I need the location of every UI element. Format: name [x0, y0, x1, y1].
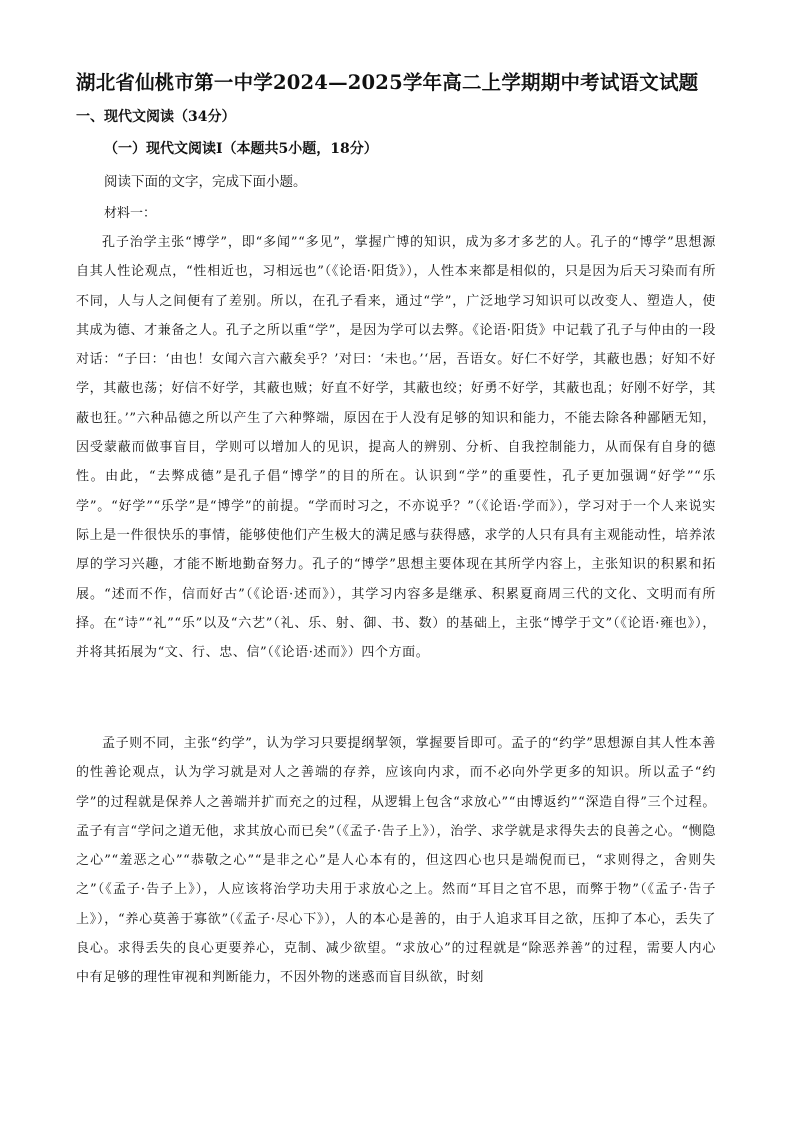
sub-section-heading: （一）现代文阅读Ⅰ（本题共5小题，18分）: [104, 141, 378, 157]
reading-instruction: 阅读下面的文字，完成下面小题。: [104, 174, 307, 190]
paragraph-mencius: 孟子则不同，主张“约学”，认为学习只要提纲挈领，掌握要旨即可。孟子的“约学”思想源自其人性本善的性善论观点，认为学习就是对人之善端的存养，应该向内求，而不必向外学更多的知识。所以孟子“约学”的过程就是保养人之善端并扩而充之的过程，从逻辑上包含“求放心”“由博返约”“深造自得”三个过程。孟子有言“学问之道无他，求其放心而已矣”（《孟子·告子上》），治学、求学就是求得失去的良善之心。“恻隐之心”“羞恶之心”“恭敬之心”“是非之心”是人心本有的，但这四心也只是端倪而已，“求则得之，舍则失之”（《孟子·告子上》），人应该将治学功夫用于求放心之上。然而“耳目之官不思，而弊于物”（《孟子·告子上》），“养心莫善于寡欲”（《孟子·尽心下》），人的本心是善的，由于人追求耳目之欲，压抑了本心，丢失了良心。求得丢失的良心更要养心，克制、减少欲望。“求放心”的过程就是“除恶养善”的过程，需要人内心中有足够的理性审视和判断能力，不因外物的迷惑而盲目纵欲，时刻: [76, 736, 716, 986]
page-title: 湖北省仙桃市第一中学2024—2025学年高二上学期期中考试语文试题: [76, 71, 699, 94]
material-label: 材料一：: [104, 206, 157, 221]
paragraph-confucius: 孔子治学主张“博学”，即“多闻”“多见”，掌握广博的知识，成为多才多艺的人。孔子的“博学”思想源自其人性论观点，“性相近也，习相远也”（《论语·阳货》），人性本来都是相似的，只是因为后天习染而有所不同，人与人之间便有了差别。所以，在孔子看来，通过“学”，广泛地学习知识可以改变人、塑造人，使其成为德、才兼备之人。孔子之所以重“学”，是因为学可以去弊。《论语·阳货》中记载了孔子与仲由的一段对话：“子曰：‘由也！女闻六言六蔽矣乎？’对曰：‘未也。’‘居，吾语女。好仁不好学，其蔽也愚；好知不好学，其蔽也荡；好信不好学，其蔽也贼；好直不好学，其蔽也绞；好勇不好学，其蔽也乱；好刚不好学，其蔽也狂。’”六种品德之所以产生了六种弊端，原因在于人没有足够的知识和能力，不能去除各种鄙陋无知，因受蒙蔽而做事盲目，学则可以增加人的见识，提高人的辨别、分析、自我控制能力，从而保有自身的德性。由此，“去弊成德”是孔子倡“博学”的目的所在。认识到“学”的重要性，孔子更加强调“好学”“乐学”。“好学”“乐学”是“博学”的前提。“学而时习之，不亦说乎？”（《论语·学而》），学习对于一个人来说实际上是一件很快乐的事情，能够使他们产生极大的满足感与获得感，求学的人只有具有主观能动性，培养浓厚的学习兴趣，才能不断地勤奋努力。孔子的“博学”思想主要体现在其所学内容上，主张知识的积累和拓展。“述而不作，信而好古”（《论语·述而》），其学习内容多是继承、积累夏商周三代的文化、文明而有所择。在“诗”“礼”“乐”以及“六艺”（礼、乐、射、御、书、数）的基础上，主张“博学于文”（《论语·雍也》），并将其拓展为“文、行、忠、信”（《论语·述而》）四个方面。: [76, 235, 716, 661]
section-heading: 一、现代文阅读（34分）: [76, 109, 236, 125]
